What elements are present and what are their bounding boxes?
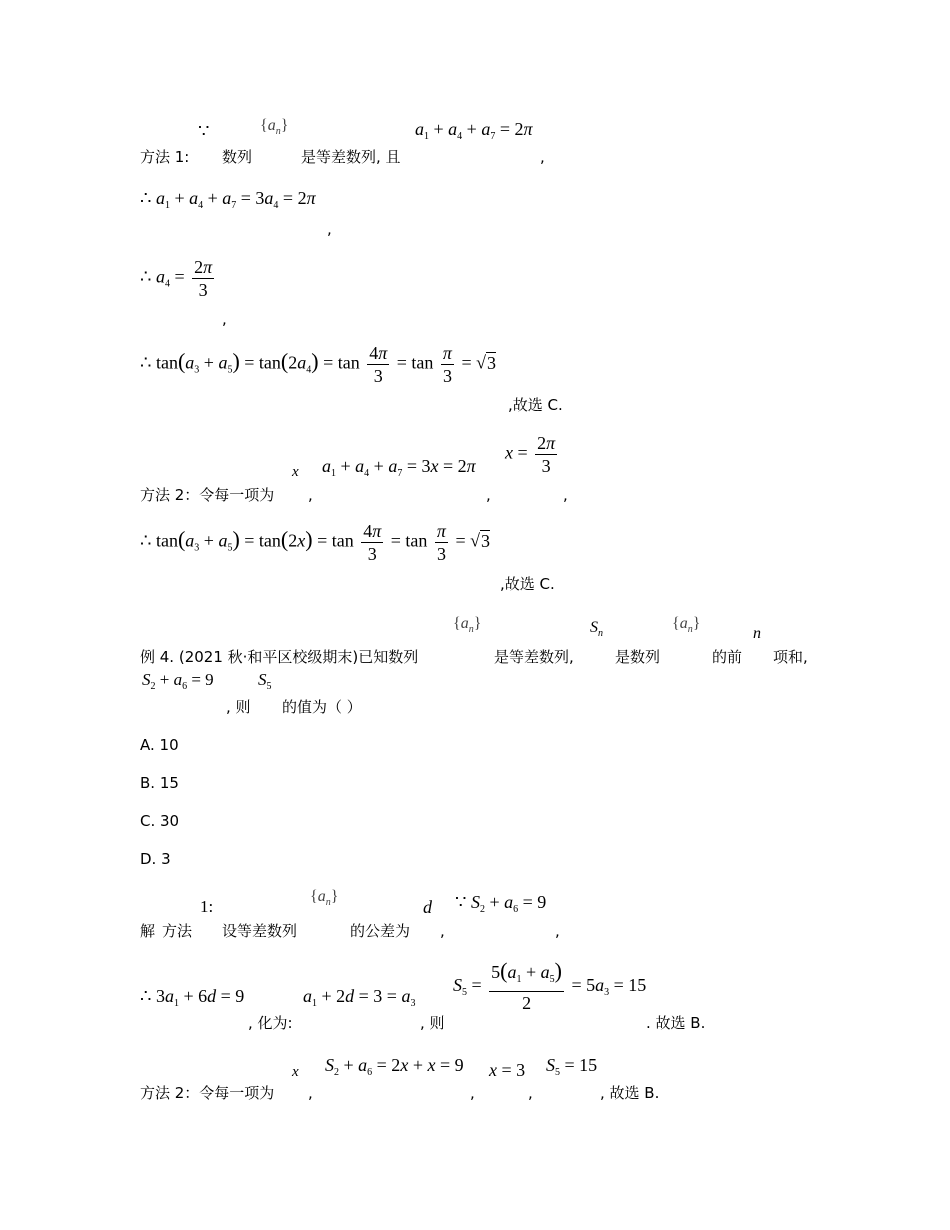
solution-huawei: , 化为: — [248, 1014, 293, 1032]
equation-a1-2d: $a_1 + 2d = 3 = a_3$ — [303, 986, 416, 1009]
solution-comma-2: , — [555, 922, 560, 940]
condition-s2-a6: $S_2 + a_6 = 9$ — [142, 670, 214, 692]
solution2-comma-1: , — [308, 1084, 313, 1102]
method1-conclusion: ,故选 C. — [508, 396, 563, 414]
condition-because: ∵ $S_2 + a_6 = 9$ — [455, 892, 547, 915]
equation-tan-1: ∴ $\tan(a_3 + a_5) = \tan(2a_4) = \tan$ $\frac{4\pi}{3}$ = tan $\frac{\pi}{3}$ = √3 — [140, 343, 496, 386]
option-d: D. 3 — [140, 850, 171, 868]
method2-comma-3: , — [563, 486, 568, 504]
solution2-comma-2: , — [470, 1084, 475, 1102]
equation-3x: $a_1 + a_4 + a_7 = 3x = 2\pi$ — [322, 456, 476, 479]
s5-symbol: $S_5$ — [258, 670, 272, 692]
n-symbol: n — [753, 625, 761, 642]
var-x: x — [292, 464, 299, 480]
example4-then: , 则 — [226, 698, 251, 716]
solution-jie: 解 — [140, 922, 156, 940]
sequence-an: $\{a_n\}$ — [453, 615, 482, 635]
equation-x-3: x = 3 — [489, 1060, 526, 1080]
method1-text-arith: 是等差数列, 且 — [301, 148, 401, 166]
method1-text-series: 数列 — [222, 148, 253, 166]
example4-mid2: 是数列 — [615, 648, 661, 666]
solution2-label: 方法 2：令每一项为 — [140, 1084, 275, 1102]
sn-symbol: $S_n$ — [590, 619, 603, 639]
solution-ze: , 则 — [420, 1014, 445, 1032]
d-symbol: d — [423, 897, 432, 917]
solution-comma-1: , — [440, 922, 445, 940]
solution-method: 方法 — [162, 922, 193, 940]
example4-ask: 的值为（ ） — [282, 698, 362, 716]
equation-s5-15: $S_5 = 15$ — [546, 1055, 598, 1078]
equation-x: x = $\frac{2\pi}{3}$ — [505, 433, 556, 476]
comma-3: , — [222, 310, 227, 328]
method2-comma-1: , — [308, 486, 313, 504]
method1-label: 方法 1: — [140, 148, 190, 166]
equation-a4: ∴ $a_4$ = $\frac{2\pi}{3}$ — [140, 257, 213, 300]
example4-mid1: 是等差数列, — [494, 648, 574, 666]
example4-mid3: 的前 — [712, 648, 743, 666]
equation-2x-x: $S_2 + a_6 = 2x + x = 9$ — [325, 1055, 464, 1078]
comma-2: , — [327, 220, 332, 238]
method-number: 1: — [200, 897, 214, 916]
sequence-an: $\{a_n\}$ — [310, 888, 339, 908]
sequence-an: $\{a_n\}$ — [260, 117, 289, 137]
option-b: B. 15 — [140, 774, 179, 792]
solution-t2: 设等差数列 — [222, 922, 298, 940]
method1-comma: , — [540, 148, 545, 166]
option-c: C. 30 — [140, 812, 180, 830]
equation-3a1-6d: ∴ $3a_1 + 6d = 9$ — [140, 986, 245, 1009]
solution2-conclusion: , 故选 B. — [600, 1084, 660, 1102]
equation-tan-2: ∴ $\tan(a_3 + a_5) = \tan(2x) = \tan$ $\frac{4\pi}{3}$ = tan $\frac{\pi}{3}$ = √3 — [140, 521, 490, 564]
equation-3a4: ∴ $a_1 + a_4 + a_7 = 3a_4 = 2\pi$ — [140, 188, 316, 211]
option-a: A. 10 — [140, 736, 179, 754]
solution2-comma-3: , — [528, 1084, 533, 1102]
method2-label: 方法 2：令每一项为 — [140, 486, 275, 504]
because-symbol: ∵ — [198, 121, 210, 141]
solution1-conclusion: . 故选 B. — [646, 1014, 706, 1032]
method2-conclusion: ,故选 C. — [500, 575, 555, 593]
example4-mid4: 项和, — [773, 648, 808, 666]
solution-t3: 的公差为 — [350, 922, 411, 940]
example4-prefix: 例 4. (2021 秋·和平区校级期末)已知数列 — [140, 648, 419, 666]
equation-sum-147: $a_1 + a_4 + a_7 = 2\pi$ — [415, 119, 533, 142]
equation-s5: $S_5$ = $\frac{5(a_1 + a_5)}{2}$ = $5a_3 = 15$ — [453, 958, 647, 1013]
sequence-an: $\{a_n\}$ — [672, 615, 701, 635]
method2-comma-2: , — [486, 486, 491, 504]
var-x: x — [292, 1064, 299, 1080]
